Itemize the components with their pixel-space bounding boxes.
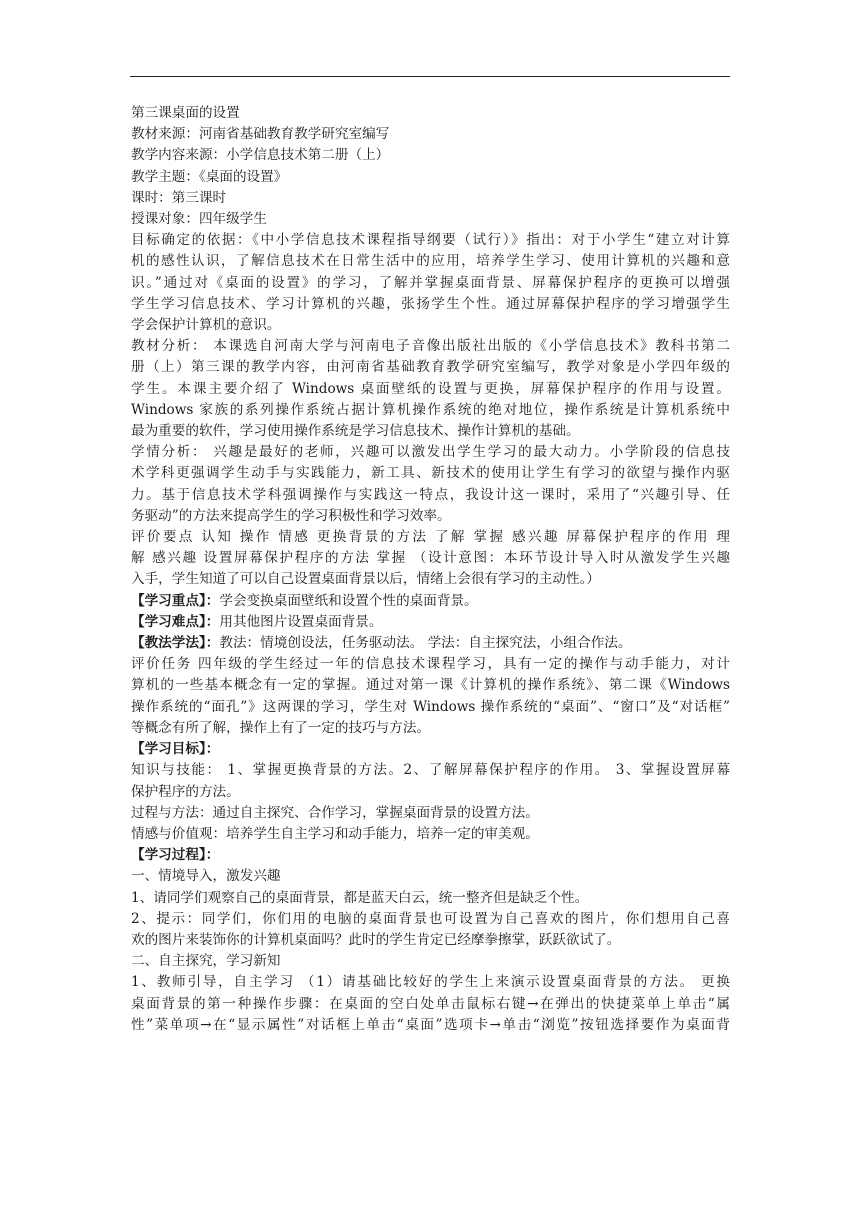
text-line [131, 633, 730, 654]
text-line: 课时：第三课时 [131, 189, 227, 206]
text-line: 1、请同学们观察自己的桌面背景，都是蓝天白云，统一整齐但是缺乏个性。 [131, 889, 589, 906]
text-line: 解 感兴趣 设置屏幕保护程序的方法 掌握 （设计意图：本环节设计导入时从激发学生兴趣 [131, 550, 730, 567]
text-line: 册（上）第三课的教学内容，由河南省基础教育教学研究室编写，教学对象是小学四年级的 [131, 359, 730, 376]
text-line [131, 845, 730, 866]
text-line: 保护程序的方法。 [131, 783, 240, 800]
text-line: 最为重要的软件，学习使用操作系统是学习信息技术、操作计算机的基础。 [131, 423, 580, 440]
text-line: 务驱动”的方法来提高学生的学习积极性和学习效率。 [131, 507, 451, 524]
section-text: 教法：情境创设法，任务驱动法。 学法：自主探究法，小组合作法。 [219, 635, 632, 652]
text-line: 目标确定的依据：《中小学信息技术课程指导纲要（试行）》指出：对于小学生“建立对计算 [131, 232, 730, 249]
section-heading: 【学习目标】： [131, 741, 220, 758]
text-line: 1、教师引导，自主学习 （1）请基础比较好的学生上来演示设置桌面背景的方法。 更换 [131, 974, 730, 991]
section-heading: 【教法学法】： [131, 635, 220, 652]
text-line: 学情分析： 兴趣是最好的老师，兴趣可以激发出学生学习的最大动力。小学阶段的信息技 [131, 444, 730, 461]
text-line: 一、情境导入，激发兴趣 [131, 868, 281, 885]
text-line: 教材来源：河南省基础教育教学研究室编写 [131, 126, 390, 143]
text-line: 教材分析： 本课选自河南大学与河南电子音像出版社出版的《小学信息技术》教科书第二 [131, 338, 730, 355]
document-body [131, 103, 730, 1036]
text-line: 性”菜单项→在“显示属性”对话框上单击“桌面”选项卡→单击“浏览”按钮选择要作为桌面背 [131, 1016, 730, 1033]
text-line: 情感与价值观：培养学生自主学习和动手能力，培养一定的审美观。 [131, 825, 539, 842]
text-line: 评价要点 认知 操作 情感 更换背景的方法 了解 掌握 感兴趣 屏幕保护程序的作用 理 [131, 529, 730, 546]
text-line: 学会保护计算机的意识。 [131, 317, 281, 334]
text-line: 学生学习信息技术、学习计算机的兴趣，张扬学生个性。通过屏幕保护程序的学习增强学生 [131, 295, 730, 312]
text-line: 授课对象：四年级学生 [131, 211, 267, 228]
text-line: 算机的一些基本概念有一定的掌握。通过对第一课《计算机的操作系统》、第二课《Windows [131, 677, 730, 694]
text-line: 第三课桌面的设置 [131, 105, 240, 121]
section-heading: 【学习难点】： [131, 613, 220, 630]
text-line: 二、自主探究，学习新知 [131, 953, 281, 970]
section-text: 用其他图片设置桌面背景。 [219, 613, 383, 630]
text-line: 知识与技能： 1、掌握更换背景的方法。2、了解屏幕保护程序的作用。 3、掌握设置屏幕 [131, 762, 730, 779]
text-line [131, 739, 730, 760]
text-line [131, 612, 730, 633]
section-heading: 【学习重点】： [131, 592, 220, 609]
section-text: 学会变换桌面壁纸和设置个性的桌面背景。 [219, 592, 478, 609]
text-line: 欢的图片来装饰你的计算机桌面吗？此时的学生肯定已经摩拳擦掌，跃跃欲试了。 [131, 931, 621, 948]
section-heading: 【学习过程】： [131, 847, 220, 864]
text-line: 评价任务 四年级的学生经过一年的信息技术课程学习，具有一定的操作与动手能力，对计 [131, 656, 730, 673]
text-line: Windows 家族的系列操作系统占据计算机操作系统的绝对地位，操作系统是计算机系统中 [131, 401, 730, 418]
header-rule [130, 76, 730, 77]
text-line: 入手，学生知道了可以自己设置桌面背景以后，情绪上会很有学习的主动性。） [131, 571, 600, 588]
text-line: 2、提示：同学们，你们用的电脑的桌面背景也可设置为自己喜欢的图片，你们想用自己喜 [131, 910, 730, 927]
text-line: 等概念有所了解，操作上有了一定的技巧与方法。 [131, 719, 431, 736]
text-line: 机的感性认识，了解信息技术在日常生活中的应用，培养学生学习、使用计算机的兴趣和意 [131, 253, 730, 270]
text-line: 操作系统的“面孔”》这两课的学习，学生对 Windows 操作系统的“桌面”、“窗口”及“对话框” [131, 698, 730, 715]
text-line: 术学科更强调学生动手与实践能力，新工具、新技术的使用让学生有学习的欲望与操作内驱 [131, 465, 730, 482]
text-line: 教学主题：《桌面的设置》 [131, 168, 288, 185]
text-line: 过程与方法：通过自主探究、合作学习，掌握桌面背景的设置方法。 [131, 804, 539, 821]
text-line: 桌面背景的第一种操作步骤：在桌面的空白处单击鼠标右键→在弹出的快捷菜单上单击“属 [131, 995, 730, 1012]
text-line: 识。”通过对《桌面的设置》的学习，了解并掌握桌面背景、屏幕保护程序的更换可以增强 [131, 274, 730, 291]
text-line [131, 591, 730, 612]
text-line: 力。基于信息技术学科强调操作与实践这一特点，我设计这一课时，采用了“兴趣引导、任 [131, 486, 730, 503]
text-line: 教学内容来源：小学信息技术第二册（上） [131, 147, 390, 164]
text-line: 学生。本课主要介绍了 Windows 桌面壁纸的设置与更换，屏幕保护程序的作用与设置。 [131, 380, 730, 397]
